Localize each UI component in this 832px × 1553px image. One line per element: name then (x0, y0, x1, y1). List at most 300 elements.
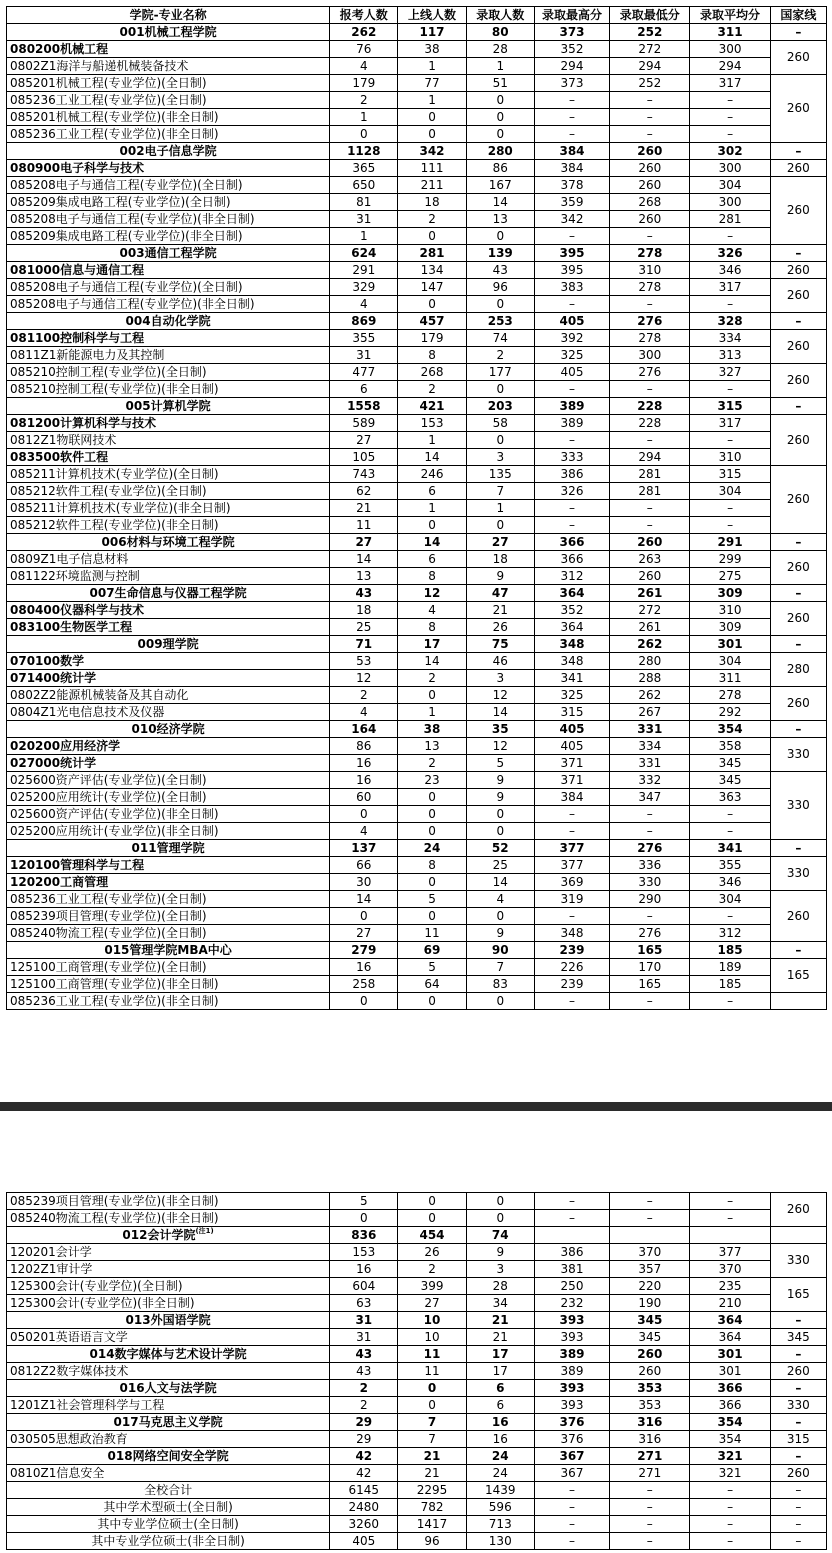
cell-admitted: 12 (466, 738, 534, 755)
cell-avg-score: 301 (690, 636, 770, 653)
cell-applicants: 869 (330, 313, 398, 330)
cell-applicants: 1128 (330, 143, 398, 160)
cell-name (7, 1312, 330, 1329)
cell-max-score: 366 (534, 551, 609, 568)
cell-admitted: 14 (466, 704, 534, 721)
table-row (7, 619, 827, 636)
cell-national-line: – (770, 143, 826, 160)
cell-max-score: 393 (534, 1312, 609, 1329)
table-row (7, 194, 827, 211)
cell-passed: 26 (398, 1244, 466, 1261)
row-name-text: 0810Z1信息安全 (10, 1465, 105, 1480)
cell-applicants: 0 (330, 1210, 398, 1227)
cell-admitted: 74 (466, 330, 534, 347)
cell-admitted: 21 (466, 1329, 534, 1346)
cell-applicants: 31 (330, 211, 398, 228)
cell-avg-score: 304 (690, 177, 770, 194)
row-name-text: 025600资产评估(专业学位)(全日制) (10, 772, 207, 787)
table-row (7, 772, 827, 789)
cell-applicants: 1 (330, 228, 398, 245)
cell-applicants: 43 (330, 1346, 398, 1363)
cell-min-score: – (610, 1516, 690, 1533)
row-name-text: 0812Z2数字媒体技术 (10, 1363, 129, 1378)
cell-passed: 64 (398, 976, 466, 993)
cell-avg-score: 185 (690, 976, 770, 993)
row-name-text: 030505思想政治教育 (10, 1431, 128, 1446)
cell-passed: 0 (398, 126, 466, 143)
cell-admitted: 13 (466, 211, 534, 228)
cell-applicants: 164 (330, 721, 398, 738)
row-name-text: 125300会计(专业学位)(非全日制) (10, 1295, 195, 1310)
table-row (7, 347, 827, 364)
cell-national-line: 330 (770, 738, 826, 772)
cell-national-line: 165 (770, 1278, 826, 1312)
cell-applicants: 2 (330, 1380, 398, 1397)
cell-passed: 23 (398, 772, 466, 789)
cell-applicants: 53 (330, 653, 398, 670)
cell-name (7, 755, 330, 772)
cell-max-score: 352 (534, 41, 609, 58)
cell-min-score: 345 (610, 1312, 690, 1329)
cell-avg-score: 334 (690, 330, 770, 347)
cell-avg-score: – (690, 823, 770, 840)
total-row (7, 1482, 827, 1499)
row-name-text: 120200工商管理 (10, 874, 109, 889)
cell-passed: 38 (398, 41, 466, 58)
cell-name (7, 1482, 330, 1499)
college-row (7, 585, 827, 602)
cell-applicants: 650 (330, 177, 398, 194)
cell-avg-score: 354 (690, 721, 770, 738)
cell-national-line: – (770, 245, 826, 262)
cell-applicants: 42 (330, 1448, 398, 1465)
cell-passed: 8 (398, 619, 466, 636)
table-row (7, 1278, 827, 1295)
cell-admitted: 0 (466, 1193, 534, 1210)
cell-admitted: 0 (466, 1210, 534, 1227)
cell-avg-score: – (690, 1516, 770, 1533)
cell-passed: 11 (398, 1346, 466, 1363)
cell-max-score: – (534, 1210, 609, 1227)
cell-passed: 0 (398, 993, 466, 1010)
cell-max-score: 377 (534, 857, 609, 874)
cell-passed: 179 (398, 330, 466, 347)
cell-avg-score: 292 (690, 704, 770, 721)
cell-max-score: – (534, 1499, 609, 1516)
cell-max-score: – (534, 1482, 609, 1499)
cell-admitted: 35 (466, 721, 534, 738)
cell-applicants: 4 (330, 704, 398, 721)
cell-name (7, 245, 330, 262)
table-row (7, 364, 827, 381)
table-row (7, 1397, 827, 1414)
cell-passed: 6 (398, 551, 466, 568)
row-name-text: 009理学院 (137, 636, 199, 651)
cell-admitted: 7 (466, 483, 534, 500)
cell-applicants: 2 (330, 687, 398, 704)
cell-passed: 96 (398, 1533, 466, 1550)
cell-max-score: – (534, 432, 609, 449)
cell-avg-score: 311 (690, 24, 770, 41)
cell-applicants: 71 (330, 636, 398, 653)
cell-max-score: 366 (534, 534, 609, 551)
cell-max-score: 395 (534, 245, 609, 262)
cell-min-score: – (610, 1533, 690, 1550)
table-row (7, 959, 827, 976)
cell-admitted: 24 (466, 1448, 534, 1465)
cell-admitted: 43 (466, 262, 534, 279)
cell-min-score: 281 (610, 466, 690, 483)
cell-min-score: 170 (610, 959, 690, 976)
cell-max-score: 389 (534, 1363, 609, 1380)
cell-min-score: – (610, 500, 690, 517)
cell-passed: 211 (398, 177, 466, 194)
cell-applicants: 86 (330, 738, 398, 755)
row-name-text: 010经济学院 (131, 721, 205, 736)
row-name-text: 004自动化学院 (125, 313, 211, 328)
cell-applicants: 0 (330, 993, 398, 1010)
total-row (7, 1499, 827, 1516)
cell-admitted: 130 (466, 1533, 534, 1550)
cell-name (7, 177, 330, 194)
cell-passed: 6 (398, 483, 466, 500)
total-row (7, 1516, 827, 1533)
cell-passed: 2 (398, 1261, 466, 1278)
cell-admitted: 83 (466, 976, 534, 993)
cell-passed: 1 (398, 432, 466, 449)
cell-avg-score: 312 (690, 925, 770, 942)
cell-max-score: 239 (534, 942, 609, 959)
cell-name (7, 619, 330, 636)
cell-passed: 0 (398, 1397, 466, 1414)
cell-max-score: 371 (534, 772, 609, 789)
cell-name (7, 1533, 330, 1550)
cell-applicants: 836 (330, 1227, 398, 1244)
table-row (7, 891, 827, 908)
cell-applicants: 105 (330, 449, 398, 466)
cell-min-score: 262 (610, 636, 690, 653)
table-row (7, 330, 827, 347)
cell-name (7, 1465, 330, 1482)
row-name-text: 083500软件工程 (10, 449, 109, 464)
row-name-text: 085239项目管理(专业学位)(非全日制) (10, 1193, 219, 1208)
cell-national-line: 260 (770, 177, 826, 245)
cell-max-score: 319 (534, 891, 609, 908)
total-row (7, 1533, 827, 1550)
cell-name (7, 1329, 330, 1346)
cell-min-score: 332 (610, 772, 690, 789)
cell-avg-score: – (690, 381, 770, 398)
cell-passed: 11 (398, 1363, 466, 1380)
cell-passed: 5 (398, 959, 466, 976)
table-row (7, 1261, 827, 1278)
cell-name (7, 891, 330, 908)
cell-name (7, 228, 330, 245)
cell-national-line: 330 (770, 1244, 826, 1278)
cell-name (7, 398, 330, 415)
table-row (7, 381, 827, 398)
cell-name (7, 1380, 330, 1397)
row-name-text: 085208电子与通信工程(专业学位)(非全日制) (10, 211, 255, 226)
cell-name (7, 143, 330, 160)
row-name-text: 005计算机学院 (125, 398, 211, 413)
cell-passed: 11 (398, 925, 466, 942)
cell-min-score: 290 (610, 891, 690, 908)
table-row (7, 449, 827, 466)
cell-admitted: 0 (466, 993, 534, 1010)
row-name-text: 025600资产评估(专业学位)(非全日制) (10, 806, 219, 821)
table-row (7, 993, 827, 1010)
cell-admitted: 0 (466, 823, 534, 840)
cell-avg-score: 301 (690, 1363, 770, 1380)
cell-passed: 18 (398, 194, 466, 211)
cell-applicants: 21 (330, 500, 398, 517)
cell-max-score: 373 (534, 24, 609, 41)
cell-passed: 0 (398, 517, 466, 534)
cell-min-score: 261 (610, 585, 690, 602)
cell-name (7, 500, 330, 517)
cell-min-score: 260 (610, 160, 690, 177)
cell-max-score: 393 (534, 1329, 609, 1346)
row-name-text: 085212软件工程(专业学位)(非全日制) (10, 517, 219, 532)
cell-admitted: 17 (466, 1346, 534, 1363)
cell-avg-score: 304 (690, 891, 770, 908)
cell-name (7, 772, 330, 789)
cell-passed: 14 (398, 449, 466, 466)
cell-admitted: 2 (466, 347, 534, 364)
cell-avg-score: 300 (690, 194, 770, 211)
table-row (7, 602, 827, 619)
cell-applicants: 291 (330, 262, 398, 279)
cell-applicants: 329 (330, 279, 398, 296)
cell-admitted: 86 (466, 160, 534, 177)
cell-name (7, 381, 330, 398)
cell-admitted: 46 (466, 653, 534, 670)
cell-max-score: – (534, 1516, 609, 1533)
cell-applicants: 4 (330, 823, 398, 840)
cell-admitted: 75 (466, 636, 534, 653)
cell-max-score: – (534, 823, 609, 840)
cell-applicants: 365 (330, 160, 398, 177)
row-name-text: 007生命信息与仪器工程学院 (89, 585, 247, 600)
cell-avg-score: 315 (690, 398, 770, 415)
cell-min-score: 165 (610, 976, 690, 993)
header-college-major: 学院-专业名称 (7, 7, 330, 24)
table-row (7, 704, 827, 721)
cell-avg-score: 294 (690, 58, 770, 75)
cell-max-score: 389 (534, 398, 609, 415)
cell-applicants: 2 (330, 1397, 398, 1414)
cell-admitted: 51 (466, 75, 534, 92)
cell-national-line: – (770, 1346, 826, 1363)
cell-admitted: 1 (466, 500, 534, 517)
row-name-text: 其中专业学位硕士(全日制) (97, 1516, 239, 1531)
cell-national-line: 260 (770, 279, 826, 313)
cell-admitted: 4 (466, 891, 534, 908)
cell-national-line: – (770, 721, 826, 738)
cell-max-score (534, 1227, 609, 1244)
cell-avg-score: – (690, 126, 770, 143)
cell-admitted: 6 (466, 1397, 534, 1414)
cell-applicants: 16 (330, 772, 398, 789)
table-row (7, 568, 827, 585)
cell-passed: 77 (398, 75, 466, 92)
row-name-text: 002电子信息学院 (119, 143, 217, 158)
cell-name (7, 1278, 330, 1295)
cell-min-score: – (610, 908, 690, 925)
table-row (7, 738, 827, 755)
cell-applicants: 76 (330, 41, 398, 58)
page-divider (0, 1102, 832, 1111)
cell-min-score: 272 (610, 602, 690, 619)
cell-national-line: 260 (770, 364, 826, 398)
row-name-text: 014数字媒体与艺术设计学院 (89, 1346, 247, 1361)
row-name-text: 085240物流工程(专业学位)(全日制) (10, 925, 207, 940)
cell-admitted: 47 (466, 585, 534, 602)
cell-applicants: 27 (330, 432, 398, 449)
cell-applicants: 5 (330, 1193, 398, 1210)
cell-avg-score: – (690, 993, 770, 1010)
college-row (7, 398, 827, 415)
row-name-text: 081000信息与通信工程 (10, 262, 145, 277)
cell-national-line: 260 (770, 330, 826, 364)
cell-admitted: 203 (466, 398, 534, 415)
cell-min-score: – (610, 92, 690, 109)
cell-avg-score: 304 (690, 483, 770, 500)
cell-min-score: – (610, 109, 690, 126)
row-name-text: 083100生物医学工程 (10, 619, 133, 634)
cell-min-score: 165 (610, 942, 690, 959)
header-admitted: 录取人数 (466, 7, 534, 24)
cell-max-score: 395 (534, 262, 609, 279)
college-row (7, 636, 827, 653)
cell-avg-score: 346 (690, 874, 770, 891)
cell-avg-score: 345 (690, 772, 770, 789)
cell-name (7, 942, 330, 959)
cell-avg-score: 377 (690, 1244, 770, 1261)
cell-name (7, 58, 330, 75)
cell-max-score: 364 (534, 619, 609, 636)
cell-min-score: 262 (610, 687, 690, 704)
cell-admitted: 253 (466, 313, 534, 330)
cell-passed: 14 (398, 534, 466, 551)
cell-max-score: 371 (534, 755, 609, 772)
cell-admitted: 80 (466, 24, 534, 41)
row-name-text: 020200应用经济学 (10, 738, 121, 753)
cell-passed: 111 (398, 160, 466, 177)
cell-avg-score: 275 (690, 568, 770, 585)
cell-avg-score: 366 (690, 1397, 770, 1414)
cell-max-score: 325 (534, 687, 609, 704)
cell-national-line: – (770, 1380, 826, 1397)
cell-min-score: 331 (610, 721, 690, 738)
cell-admitted: 0 (466, 126, 534, 143)
cell-name (7, 602, 330, 619)
cell-name (7, 993, 330, 1010)
cell-admitted: 0 (466, 517, 534, 534)
cell-passed: 0 (398, 687, 466, 704)
table-row (7, 177, 827, 194)
cell-applicants: 63 (330, 1295, 398, 1312)
cell-admitted: 6 (466, 1380, 534, 1397)
row-name-text: 018网络空间安全学院 (107, 1448, 229, 1463)
cell-min-score: 267 (610, 704, 690, 721)
cell-min-score: 260 (610, 1363, 690, 1380)
cell-passed: 2 (398, 211, 466, 228)
cell-passed: 14 (398, 653, 466, 670)
cell-name (7, 653, 330, 670)
cell-avg-score: – (690, 1533, 770, 1550)
cell-national-line: 260 (770, 262, 826, 279)
cell-admitted: 74 (466, 1227, 534, 1244)
cell-min-score: 272 (610, 41, 690, 58)
cell-passed: 21 (398, 1465, 466, 1482)
cell-name (7, 1261, 330, 1278)
table-row (7, 1210, 827, 1227)
cell-applicants: 16 (330, 959, 398, 976)
cell-max-score: – (534, 517, 609, 534)
row-name-text: 085210控制工程(专业学位)(全日制) (10, 364, 207, 379)
cell-avg-score: 313 (690, 347, 770, 364)
cell-name (7, 194, 330, 211)
cell-admitted: 26 (466, 619, 534, 636)
cell-national-line: 260 (770, 1193, 826, 1227)
cell-applicants: 0 (330, 806, 398, 823)
cell-max-score: 389 (534, 1346, 609, 1363)
cell-admitted: 9 (466, 789, 534, 806)
row-name-text: 085236工业工程(专业学位)(全日制) (10, 891, 207, 906)
cell-max-score: 342 (534, 211, 609, 228)
cell-name (7, 517, 330, 534)
table-row (7, 823, 827, 840)
table-row (7, 976, 827, 993)
cell-min-score: 345 (610, 1329, 690, 1346)
cell-admitted: 16 (466, 1414, 534, 1431)
cell-min-score: 260 (610, 534, 690, 551)
footnote-marker: (注1) (195, 1226, 214, 1235)
cell-name (7, 364, 330, 381)
cell-passed: 24 (398, 840, 466, 857)
table-row (7, 58, 827, 75)
table-row (7, 41, 827, 58)
cell-national-line: – (770, 1414, 826, 1431)
cell-passed: 1 (398, 500, 466, 517)
cell-min-score: – (610, 1482, 690, 1499)
cell-passed: 0 (398, 1210, 466, 1227)
cell-applicants: 29 (330, 1431, 398, 1448)
cell-max-score: 389 (534, 415, 609, 432)
cell-applicants: 2480 (330, 1499, 398, 1516)
cell-name (7, 313, 330, 330)
table-row (7, 466, 827, 483)
cell-passed: 457 (398, 313, 466, 330)
row-name-text: 003通信工程学院 (119, 245, 217, 260)
cell-applicants: 29 (330, 1414, 398, 1431)
cell-name (7, 432, 330, 449)
cell-name (7, 721, 330, 738)
header-national-line: 国家线 (770, 7, 826, 24)
row-name-text: 050201英语语言文学 (10, 1329, 128, 1344)
table-row (7, 874, 827, 891)
row-name-text: 085236工业工程(专业学位)(全日制) (10, 92, 207, 107)
cell-name (7, 347, 330, 364)
table-body-part-1 (7, 24, 827, 1010)
cell-passed: 1 (398, 58, 466, 75)
cell-name (7, 789, 330, 806)
college-row (7, 1380, 827, 1397)
cell-applicants: 4 (330, 58, 398, 75)
cell-passed: 17 (398, 636, 466, 653)
